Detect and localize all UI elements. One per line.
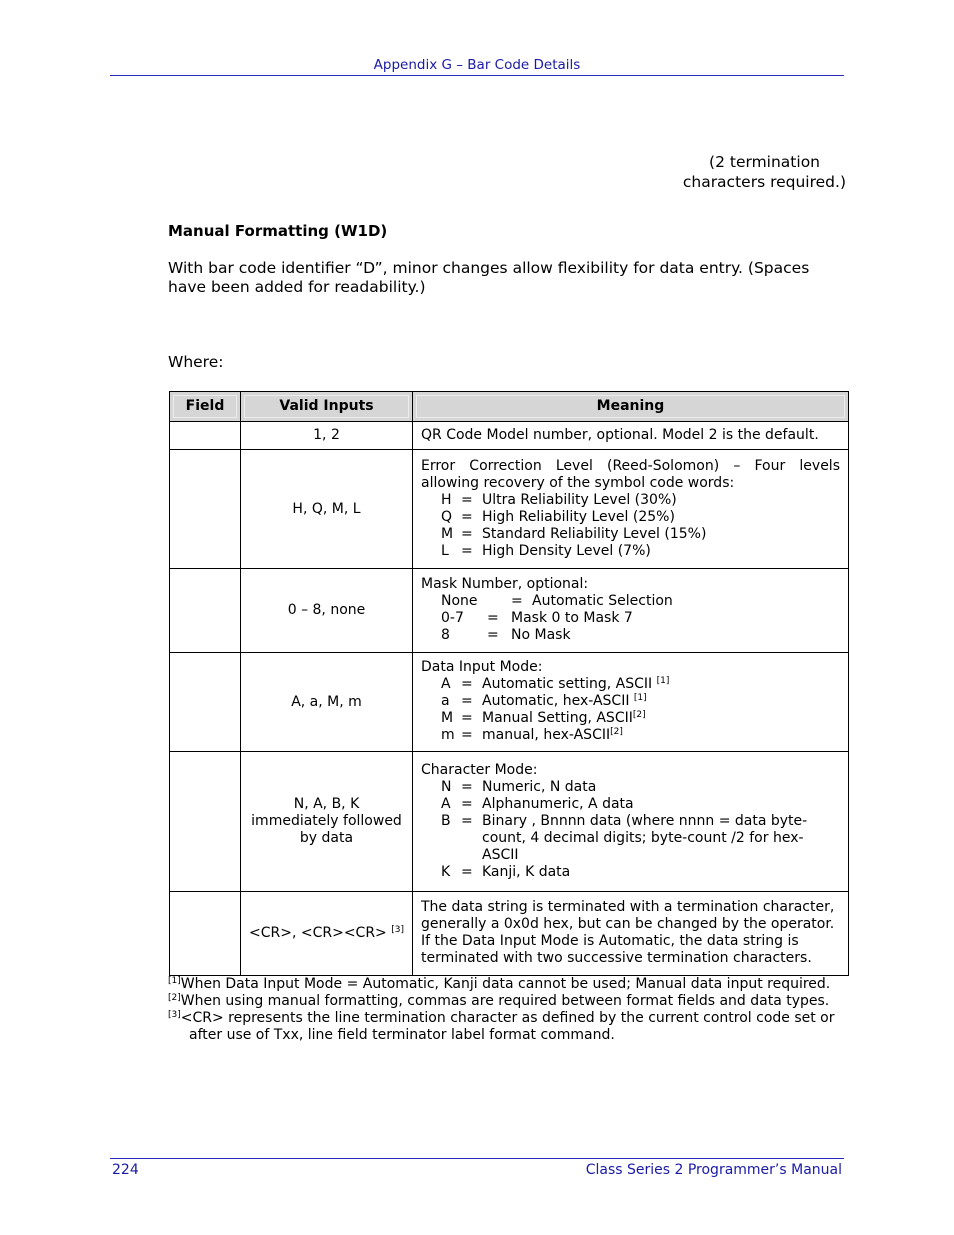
- field-cell: [170, 450, 241, 569]
- meaning-intro: Mask Number, optional:: [421, 576, 589, 592]
- termination-note-line1: (2 termination: [709, 153, 820, 171]
- list-item-continuation: ASCII: [482, 846, 519, 863]
- field-cell: [170, 892, 241, 976]
- valid-inputs-cell: A, a, M, m: [241, 653, 413, 752]
- field-cell: [170, 422, 241, 450]
- list-item: M = Standard Reliability Level (15%): [441, 525, 707, 542]
- table-row: [170, 752, 849, 892]
- list-item: L = High Density Level (7%): [441, 542, 651, 559]
- list-item: H = Ultra Reliability Level (30%): [441, 491, 677, 508]
- header-rule: [110, 75, 844, 76]
- list-item: Q = High Reliability Level (25%): [441, 508, 675, 525]
- list-item: A = Alphanumeric, A data: [441, 795, 634, 812]
- meaning-cell: [413, 569, 849, 653]
- page-header-title: Appendix G – Bar Code Details: [373, 57, 581, 73]
- valid-inputs-cell: 0 – 8, none: [241, 569, 413, 653]
- footnote-3-continuation: after use of Txx, line field terminator label format command.: [189, 1027, 615, 1043]
- meaning-intro: Data Input Mode:: [421, 659, 543, 675]
- where-label: Where:: [168, 353, 224, 371]
- list-item: None = Automatic Selection: [441, 593, 673, 609]
- meaning-intro: Error Correction Level (Reed-Solomon) – Four levels allowing recovery of the symbol code words:: [421, 457, 840, 491]
- valid-inputs-cell: <CR>, <CR><CR> [3]: [241, 892, 413, 976]
- footnote-1: [1]When Data Input Mode = Automatic, Kanji data cannot be used; Manual data input required.: [168, 976, 831, 992]
- table-header-row: [170, 392, 849, 422]
- footer-rule: [110, 1158, 844, 1159]
- table-row: [170, 450, 849, 569]
- list-item: A = Automatic setting, ASCII [1]: [441, 676, 670, 692]
- list-item: K = Kanji, K data: [441, 863, 571, 880]
- section-title: Manual Formatting (W1D): [168, 222, 388, 240]
- meaning-cell: [413, 653, 849, 752]
- header-field: Field: [170, 392, 241, 422]
- valid-inputs-cell: N, A, B, K immediately followed by data: [241, 752, 413, 892]
- list-item: a = Automatic, hex-ASCII [1]: [441, 693, 647, 709]
- header-meaning: Meaning: [413, 392, 849, 422]
- table-row: [170, 892, 849, 976]
- meaning-intro: Character Mode:: [421, 761, 538, 778]
- intro-paragraph: [168, 259, 828, 297]
- field-cell: [170, 752, 241, 892]
- field-cell: [170, 653, 241, 752]
- intro-line-2: have been added for readability.): [168, 278, 426, 296]
- termination-note-line2: characters required.): [682, 173, 846, 191]
- valid-inputs-cell: H, Q, M, L: [241, 450, 413, 569]
- list-item: B = Binary , Bnnnn data (where nnnn = data byte-: [441, 812, 808, 829]
- meaning-cell: QR Code Model number, optional. Model 2 is the default.: [413, 422, 849, 450]
- format-fields-table: [169, 391, 849, 976]
- field-cell: [170, 569, 241, 653]
- page-number: 224: [112, 1162, 139, 1178]
- footnotes: [168, 976, 848, 1044]
- meaning-cell: [413, 450, 849, 569]
- footnote-2: [2]When using manual formatting, commas are required between format fields and data types.: [168, 993, 830, 1009]
- list-item: M = Manual Setting, ASCII[2]: [441, 710, 646, 726]
- intro-line-1: With bar code identifier “D”, minor changes allow flexibility for data entry. (Spaces: [168, 259, 810, 277]
- manual-title: Class Series 2 Programmer’s Manual: [585, 1162, 842, 1178]
- list-item: N = Numeric, N data: [441, 778, 597, 795]
- footnote-3: [3]<CR> represents the line termination character as defined by the current control code set or: [168, 1010, 835, 1026]
- table-row: [170, 569, 849, 653]
- meaning-cell: The data string is terminated with a termination character, generally a 0x0d hex, but can be changed by the operator. If the Data Input Mode is Automatic, the data string is terminated with two successive termination characters.: [413, 892, 849, 976]
- meaning-cell: [413, 752, 849, 892]
- table-row: [170, 653, 849, 752]
- list-item: 0-7 = Mask 0 to Mask 7: [441, 610, 633, 626]
- list-item-continuation: count, 4 decimal digits; byte-count /2 for hex-: [482, 829, 804, 846]
- header-valid-inputs: Valid Inputs: [241, 392, 413, 422]
- valid-inputs-cell: 1, 2: [241, 422, 413, 450]
- table-row: [170, 422, 849, 450]
- termination-note: [560, 152, 846, 192]
- list-item: 8 = No Mask: [441, 627, 571, 643]
- list-item: m = manual, hex-ASCII[2]: [441, 727, 623, 743]
